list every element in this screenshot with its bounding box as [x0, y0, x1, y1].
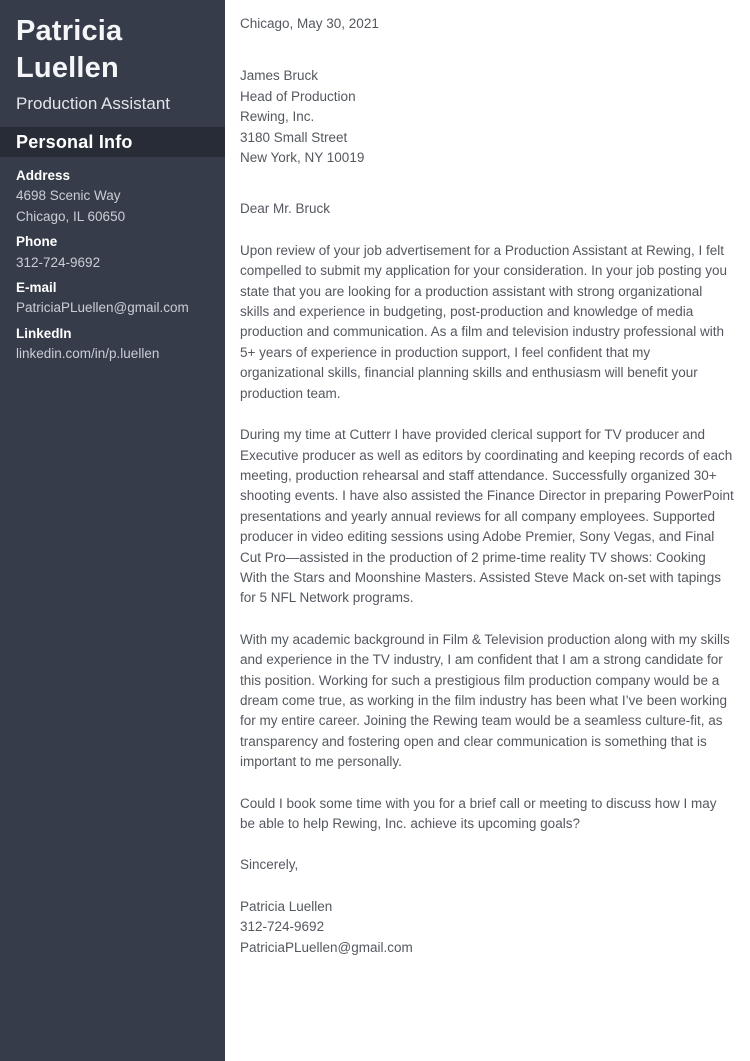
address-value-line2: Chicago, IL 60650	[16, 208, 126, 224]
recipient-city: New York, NY 10019	[240, 150, 365, 166]
linkedin-label: LinkedIn	[16, 325, 72, 341]
recipient-company: Rewing, Inc.	[240, 109, 315, 125]
personal-info-list	[0, 157, 225, 370]
person-job-title: Production Assistant	[16, 94, 171, 113]
recipient-street: 3180 Small Street	[240, 129, 348, 145]
letter-paragraph-1: Upon review of your job advertisement for a Production Assistant at Rewing, I felt compelled to submit my application for your consideration. In your job posting you state that you are looking for a production assistant with strong organizational skills and experience in budgeting, post-production and knowledge of media production and communication. As a film and television industry professional with 5+ years of experience in production support, I feel confident that my organizational skills, financial planning skills and enthusiasm will benefit your production team.	[240, 242, 728, 401]
salutation: Dear Mr. Bruck	[240, 201, 331, 217]
email-label: E-mail	[16, 280, 57, 296]
letter-date-line: Chicago, May 30, 2021	[240, 16, 379, 31]
address-value-line1: 4698 Scenic Way	[16, 188, 121, 204]
sidebar-header	[0, 0, 225, 127]
signature-phone: 312-724-9692	[240, 919, 325, 935]
phone-field	[16, 232, 209, 273]
letter-paragraph-4: Could I book some time with you for a brief call or meeting to discuss how I may be able to help Rewing, Inc. achieve its upcoming goals?	[240, 795, 717, 831]
signature-name: Patricia Luellen	[240, 898, 333, 914]
address-field	[16, 166, 209, 227]
recipient-job-title: Head of Production	[240, 88, 356, 104]
personal-info-section-title: Personal Info	[16, 131, 133, 152]
personal-info-section-header	[0, 127, 225, 157]
email-field	[16, 278, 209, 319]
letter-body	[225, 0, 750, 1061]
personal-info-sidebar	[0, 0, 225, 1061]
address-label: Address	[16, 168, 71, 183]
signature-block	[240, 897, 734, 958]
person-name: Patricia Luellen	[16, 15, 123, 84]
phone-label: Phone	[16, 234, 58, 250]
letter-paragraph-2: During my time at Cutterr I have provided clerical support for TV producer and Executive producer as well as editors by coordinating and keeping records of each meeting, production rehearsal and staff attendance. Successfully organized 30+ shooting events. I have also assisted the Finance Director in preparing PowerPoint presentations and yearly annual reviews for all company employees. Supported producer in video editing sessions using Adobe Premier, Sony Vegas, and Final Cut Pro—assisted in the production of 2 prime-time reality TV shows: Cooking With the Stars and Moonshine Masters. Assisted Steve Mack on-set with tapings for 5 NFL Network programs.	[240, 427, 734, 606]
email-value: PatriciaPLuellen@gmail.com	[16, 300, 189, 316]
recipient-block	[240, 66, 734, 168]
closing-line: Sincerely,	[240, 857, 299, 873]
phone-value: 312-724-9692	[16, 254, 101, 270]
signature-email: PatriciaPLuellen@gmail.com	[240, 939, 413, 955]
recipient-name: James Bruck	[240, 68, 319, 84]
letter-paragraph-3: With my academic background in Film & Television production along with my skills and experience in the TV industry, I am confident that I am a strong candidate for this position. Working for such a prestigious film production company would be a dream come true, as working in the film industry has been what I’ve been working for my entire career. Joining the Rewing team would be a seamless culture-fit, as transparency and fostering open and clear communication is something that is important to me personally.	[240, 631, 730, 770]
linkedin-value: linkedin.com/in/p.luellen	[16, 346, 160, 362]
linkedin-field	[16, 324, 209, 365]
